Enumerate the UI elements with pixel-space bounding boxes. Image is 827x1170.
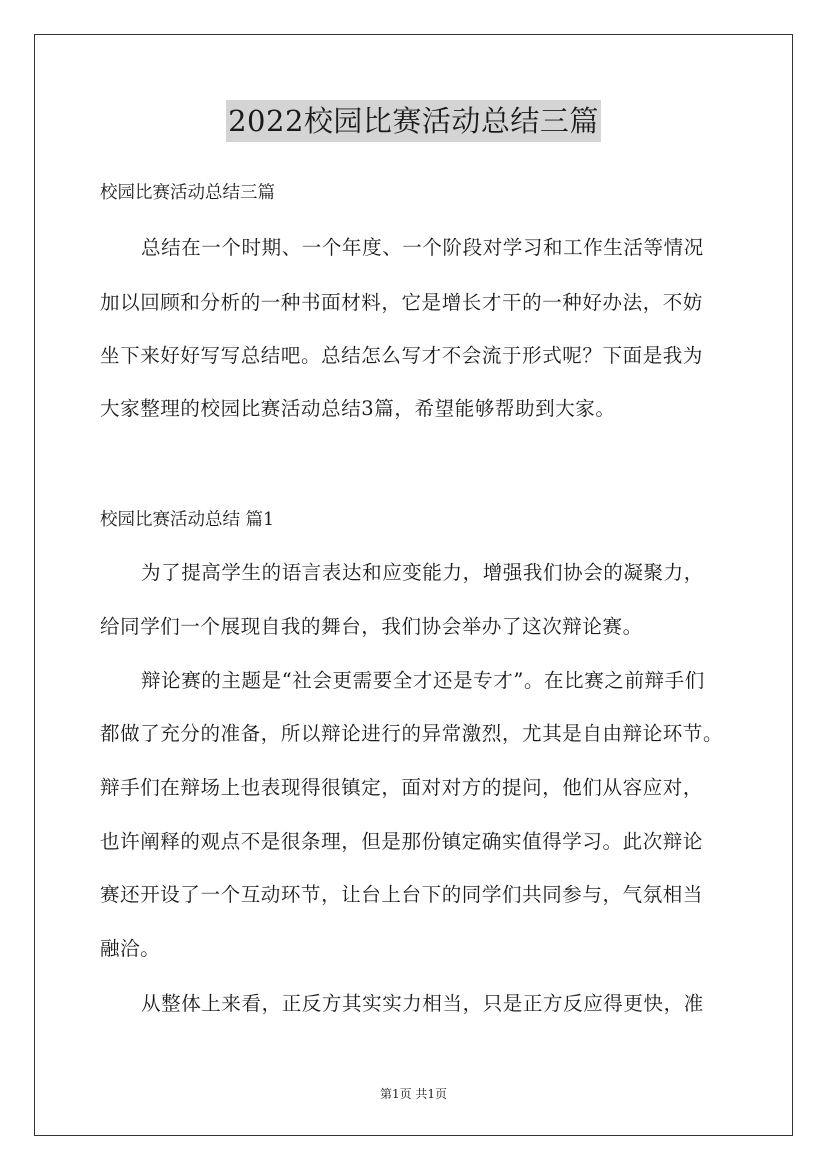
title-container (0, 100, 827, 142)
document-title: 2022校园比赛活动总结三篇 (226, 100, 601, 142)
document-heading: 校园比赛活动总结三篇 (100, 183, 275, 203)
section-line: 也许阐释的观点不是很条理，但是那份镇定确实值得学习。此次辩论 (100, 830, 704, 853)
page-footer: 第1页 共1页 (379, 1087, 448, 1101)
section-line: 融洽。 (100, 937, 161, 960)
intro-line: 加以回顾和分析的一种书面材料，它是增长才干的一种好办法，不妨 (100, 291, 704, 314)
intro-line: 大家整理的校园比赛活动总结3篇，希望能够帮助到大家。 (100, 397, 616, 420)
intro-line: 总结在一个时期、一个年度、一个阶段对学习和工作生活等情况 (141, 236, 704, 259)
section-line: 辩论赛的主题是“社会更需要全才还是专才”。在比赛之前辩手们 (141, 669, 705, 692)
section-line: 给同学们一个展现自我的舞台，我们协会举办了这次辩论赛。 (100, 615, 643, 638)
section-line: 赛还开设了一个互动环节，让台上台下的同学们共同参与，气氛相当 (100, 883, 704, 906)
intro-line: 坐下来好好写写总结吧。总结怎么写才不会流于形式呢？下面是我为 (100, 344, 704, 367)
section-line: 辩手们在辩场上也表现得很镇定，面对对方的提问，他们从容应对， (100, 776, 704, 799)
section-line: 都做了充分的准备，所以辩论进行的异常激烈，尤其是自由辩论环节。 (100, 722, 724, 745)
section-line: 为了提高学生的语言表达和应变能力，增强我们协会的凝聚力， (141, 561, 704, 584)
section-line: 从整体上来看，正反方其实实力相当，只是正方反应得更快，准 (141, 992, 704, 1015)
section-heading: 校园比赛活动总结 篇1 (100, 510, 275, 530)
